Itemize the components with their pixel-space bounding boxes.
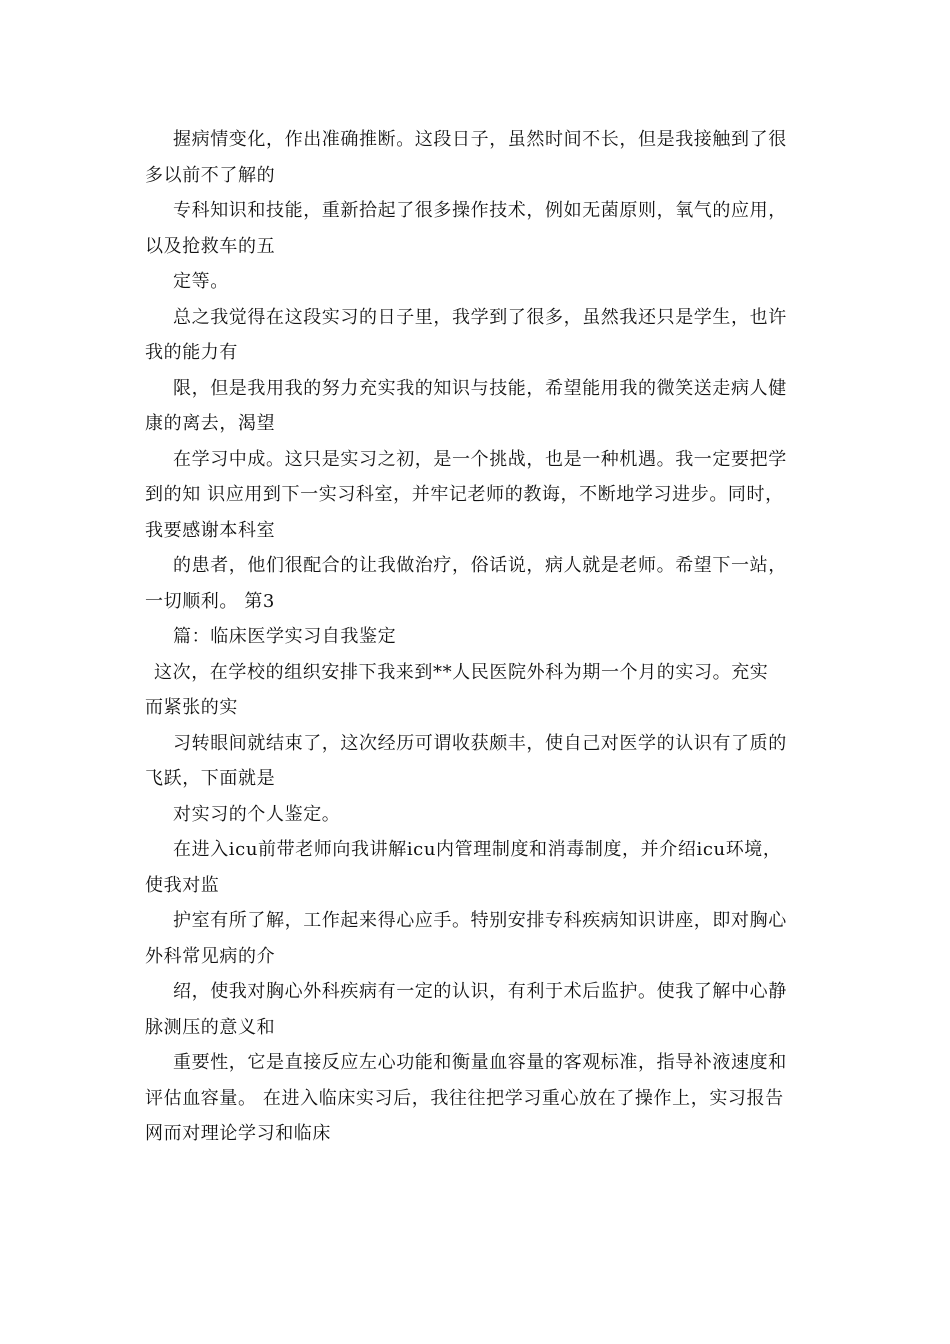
text-line: 我的能力有 [145,342,238,363]
text-line: 握病情变化，作出准确推断。这段日子，虽然时间不长，但是我接触到了很 [173,129,787,150]
text-line: 以及抢救车的五 [145,235,276,257]
section-heading: 篇：临床医学实习自我鉴定 [173,626,397,647]
text-line: 多以前不了解的 [145,164,276,186]
text-line: 外科常见病的介 [145,945,276,967]
text-line: 绍，使我对胸心外科疾病有一定的认识，有利于术后监护。使我了解中心静 [173,981,787,1002]
text-line: 我要感谢本科室 [145,519,276,541]
text-line: 康的离去，渴望 [145,413,276,434]
text-line: 定等。 [173,271,229,292]
text-line: 到的知 识应用到下一实习科室，并牢记老师的教诲，不断地学习进步。同时， [145,484,784,505]
text-line: 习转眼间就结束了，这次经历可谓收获颇丰，使自己对医学的认识有了质的 [173,732,787,754]
text-line: 总之我觉得在这段实习的日子里，我学到了很多，虽然我还只是学生，也许 [173,306,787,328]
text-line: 而紧张的实 [145,697,238,718]
text-line: 在学习中成。这只是实习之初，是一个挑战，也是一种机遇。我一定要把学 [173,448,787,470]
document-body [145,122,810,1152]
text-line: 对实习的个人鉴定。 [173,803,341,825]
text-line: 这次，在学校的组织安排下我来到**人民医院外科为期一个月的实习。充实 [154,661,769,683]
text-line: 飞跃，下面就是 [145,768,276,789]
text-line: 使我对监 [145,874,220,896]
text-line: 网而对理论学习和临床 [145,1123,331,1144]
text-line: 的患者，他们很配合的让我做治疗，俗话说，病人就是老师。希望下一站， [173,555,787,576]
text-line: 评估血容量。 在进入临床实习后，我往往把学习重心放在了操作上，实习报告 [145,1087,784,1109]
text-line: 护室有所了解，工作起来得心应手。特别安排专科疾病知识讲座，即对胸心 [173,910,787,931]
text-line: 在进入icu前带老师向我讲解icu内管理制度和消毒制度，并介绍icu环境， [173,839,782,860]
text-line: 一切顺利。 第3 [145,590,275,612]
text-line: 专科知识和技能，重新拾起了很多操作技术，例如无菌原则，氧气的应用， [173,200,787,221]
text-line: 重要性，它是直接反应左心功能和衡量血容量的客观标准，指导补液速度和 [173,1052,787,1073]
text-line: 限，但是我用我的努力充实我的知识与技能，希望能用我的微笑送走病人健 [173,377,787,399]
text-line: 脉测压的意义和 [145,1016,276,1038]
